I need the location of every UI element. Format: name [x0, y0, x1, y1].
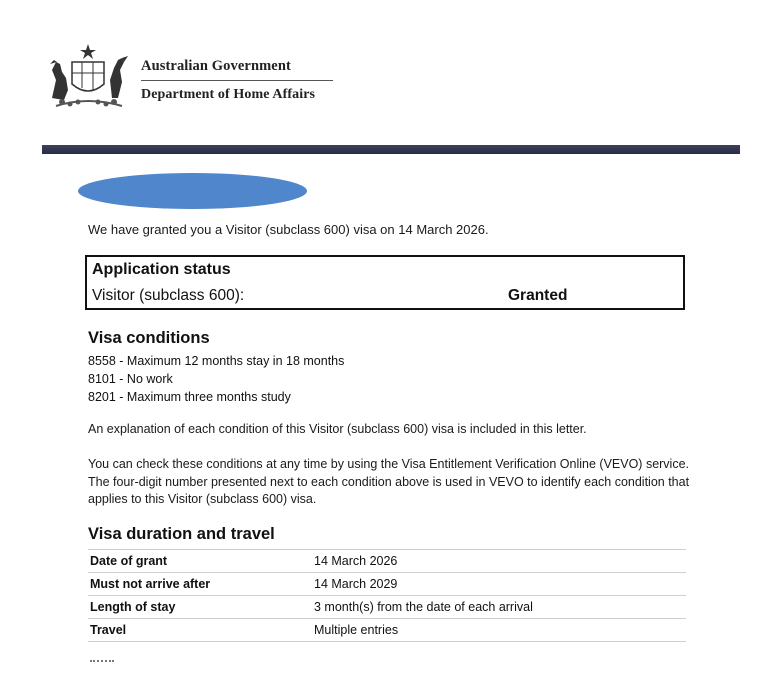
visa-duration-table — [88, 549, 686, 642]
list-item: 8201 - Maximum three months study — [88, 390, 291, 404]
visa-duration-title: Visa duration and travel — [88, 525, 275, 543]
application-status-value: Granted — [508, 287, 568, 304]
table-row — [88, 550, 686, 573]
row-value: 14 March 2026 — [312, 550, 686, 573]
application-status-label: Visitor (subclass 600): — [92, 287, 245, 304]
application-status-title: Application status — [92, 261, 231, 278]
coat-of-arms-icon — [42, 40, 134, 110]
letterhead — [0, 0, 768, 145]
row-label: Must not arrive after — [88, 573, 312, 596]
row-label: Travel — [88, 619, 312, 642]
header-divider-bar — [42, 145, 740, 154]
row-label: Date of grant — [88, 550, 312, 573]
row-value: 14 March 2029 — [312, 573, 686, 596]
government-name: Australian Government — [141, 58, 333, 81]
vevo-note: You can check these conditions at any time by using the Visa Entitlement Verification Online (VEVO) service. The four-digit number presented next to each condition above is used in VEVO to identify each condition that applies to this Visitor (subclass 600) visa. — [88, 457, 690, 506]
table-row — [88, 596, 686, 619]
table-row — [88, 619, 686, 642]
visa-conditions-title: Visa conditions — [88, 329, 210, 347]
list-item: 8101 - No work — [88, 372, 173, 386]
table-row — [88, 573, 686, 596]
visa-conditions-list — [88, 352, 344, 406]
application-status-box — [85, 255, 685, 310]
conditions-explanation: An explanation of each condition of this Visitor (subclass 600) visa is included in this letter. — [88, 422, 587, 436]
cut-off-text — [90, 660, 114, 665]
department-name: Department of Home Affairs — [141, 87, 316, 102]
row-label: Length of stay — [88, 596, 312, 619]
row-value: 3 month(s) from the date of each arrival — [312, 596, 686, 619]
row-value: Multiple entries — [312, 619, 686, 642]
grant-statement: We have granted you a Visitor (subclass 600) visa on 14 March 2026. — [88, 222, 489, 237]
list-item: 8558 - Maximum 12 months stay in 18 months — [88, 354, 345, 368]
redacted-name — [78, 173, 307, 209]
